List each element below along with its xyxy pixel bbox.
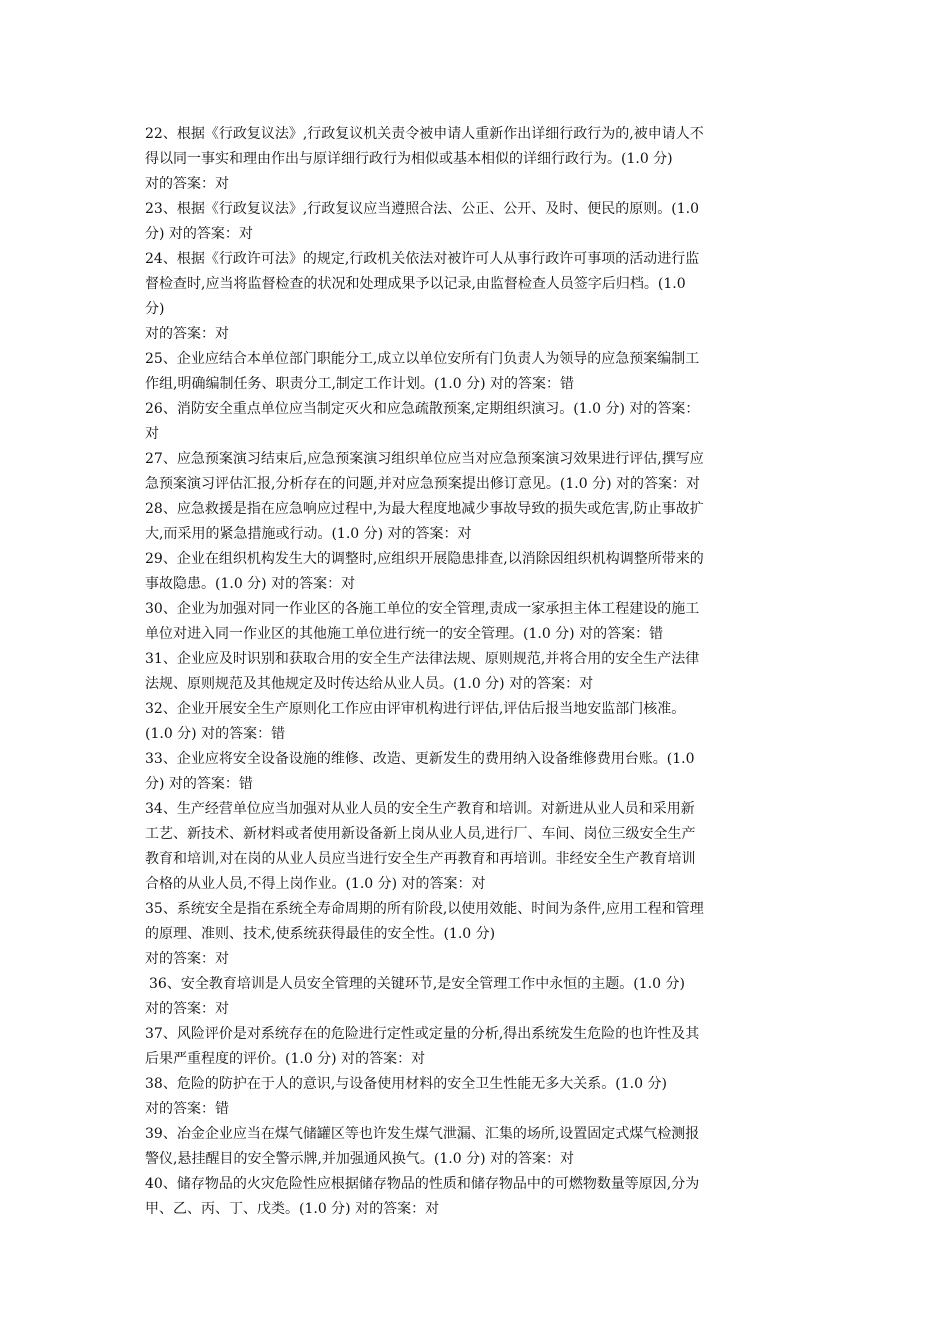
text-line: 急预案演习评估汇报,分析存在的问题,并对应急预案提出修订意见。(1.0 分) 对的答案：对 (145, 476, 700, 492)
text-line: 分) (145, 301, 165, 317)
text-line: 39、冶金企业应当在煤气储罐区等也许发生煤气泄漏、汇集的场所,设置固定式煤气检测报 (145, 1126, 700, 1142)
text-line: (1.0 分) 对的答案：错 (145, 726, 286, 742)
text-line: 甲、乙、丙、丁、戊类。(1.0 分) 对的答案：对 (145, 1201, 440, 1217)
text-line: 后果严重程度的评价。(1.0 分) 对的答案：对 (145, 1051, 426, 1067)
text-line: 24、根据《行政许可法》的规定,行政机关依法对被许可人从事行政许可事项的活动进行监 (145, 251, 700, 267)
text-line: 34、生产经营单位应当加强对从业人员的安全生产教育和培训。对新进从业人员和采用新 (145, 801, 695, 817)
text-line: 32、企业开展安全生产原则化工作应由评审机构进行评估,评估后报当地安监部门核准。 (145, 701, 686, 717)
text-line: 40、储存物品的火灾危险性应根据储存物品的性质和储存物品中的可燃物数量等原因,分为 (145, 1176, 700, 1192)
text-line: 警仪,悬挂醒目的安全警示牌,并加强通风换气。(1.0 分) 对的答案：对 (145, 1151, 574, 1167)
text-line: 26、消防安全重点单位应当制定灭火和应急疏散预案,定期组织演习。(1.0 分) 对的答案： (145, 401, 700, 417)
text-line: 单位对进入同一作业区的其他施工单位进行统一的安全管理。(1.0 分) 对的答案：错 (145, 626, 664, 642)
text-line: 法规、原则规范及其他规定及时传达给从业人员。(1.0 分) 对的答案：对 (145, 676, 594, 692)
text-line: 23、根据《行政复议法》,行政复议应当遵照合法、公正、公开、及时、便民的原则。(1.0 (145, 201, 699, 217)
text-line: 分) 对的答案：错 (145, 776, 253, 792)
text-line: 27、应急预案演习结束后,应急预案演习组织单位应当对应急预案演习效果进行评估,撰写应 (145, 451, 704, 467)
text-line: 30、企业为加强对同一作业区的各施工单位的安全管理,责成一家承担主体工程建设的施工 (145, 601, 700, 617)
answer-line: 对的答案：对 (145, 326, 229, 342)
text-line: 36、安全教育培训是人员安全管理的关键环节,是安全管理工作中永恒的主题。(1.0 分) (149, 976, 685, 992)
text-line: 25、企业应结合本单位部门职能分工,成立以单位安所有门负责人为领导的应急预案编制工 (145, 351, 700, 367)
text-line: 合格的从业人员,不得上岗作业。(1.0 分) 对的答案：对 (145, 876, 486, 892)
text-line: 31、企业应及时识别和获取合用的安全生产法律法规、原则规范,并将合用的安全生产法律 (145, 651, 700, 667)
text-line: 督检查时,应当将监督检查的状况和处理成果予以记录,由监督检查人员签字后归档。(1.0 (145, 276, 686, 292)
answer-line: 对的答案：对 (145, 1001, 229, 1017)
text-line: 33、企业应将安全设备设施的维修、改造、更新发生的费用纳入设备维修费用台账。(1.0 (145, 751, 695, 767)
text-line: 得以同一事实和理由作出与原详细行政行为相似或基本相似的详细行政行为。(1.0 分) (145, 151, 673, 167)
text-line: 大,而采用的紧急措施或行动。(1.0 分) 对的答案：对 (145, 526, 472, 542)
text-line: 教育和培训,对在岗的从业人员应当进行安全生产再教育和再培训。非经安全生产教育培训 (145, 851, 696, 867)
text-line: 工艺、新技术、新材料或者使用新设备新上岗从业人员,进行厂、车间、岗位三级安全生产 (145, 826, 696, 842)
text-line: 的原理、准则、技术,使系统获得最佳的安全性。(1.0 分) (145, 926, 496, 942)
answer-line: 对的答案：对 (145, 176, 229, 192)
answer-line: 对的答案：对 (145, 951, 229, 967)
text-line: 29、企业在组织机构发生大的调整时,应组织开展隐患排查,以消除因组织机构调整所带来的 (145, 551, 704, 567)
answer-line: 对的答案：错 (145, 1101, 229, 1117)
text-line: 37、风险评价是对系统存在的危险进行定性或定量的分析,得出系统发生危险的也许性及其 (145, 1026, 700, 1042)
text-line: 22、根据《行政复议法》,行政复议机关责令被申请人重新作出详细行政行为的,被申请人不 (145, 126, 704, 142)
text-line: 28、应急救援是指在应急响应过程中,为最大程度地减少事故导致的损失或危害,防止事故扩 (145, 501, 704, 517)
text-line: 事故隐患。(1.0 分) 对的答案：对 (145, 576, 356, 592)
text-line: 分) 对的答案：对 (145, 226, 253, 242)
text-line: 作组,明确编制任务、职责分工,制定工作计划。(1.0 分) 对的答案：错 (145, 376, 574, 392)
text-line: 35、系统安全是指在系统全寿命周期的所有阶段,以使用效能、时间为条件,应用工程和管理 (145, 901, 704, 917)
text-line: 对 (145, 426, 159, 442)
document-body (145, 122, 810, 1222)
text-line: 38、危险的防护在于人的意识,与设备使用材料的安全卫生性能无多大关系。(1.0 分) (145, 1076, 667, 1092)
